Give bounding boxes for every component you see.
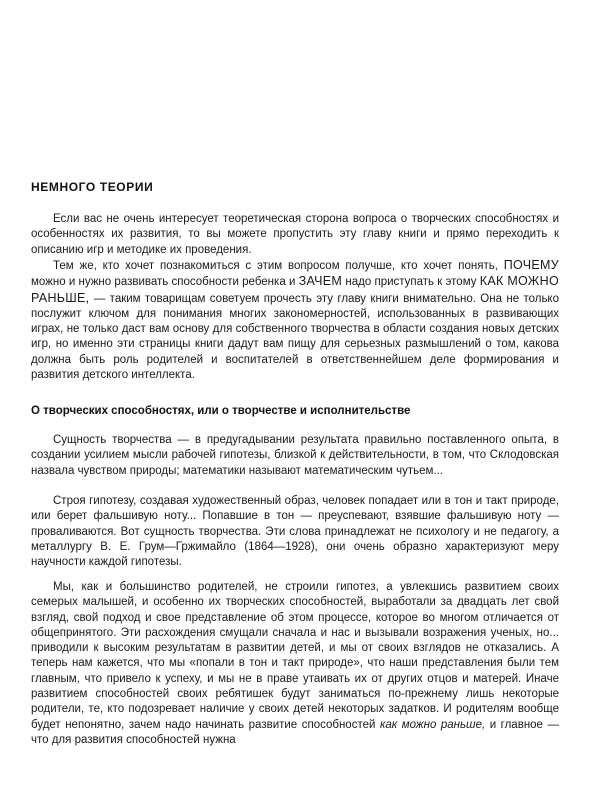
intro-paragraph-text: Если вас не очень интересует теоретическая сторона вопроса о творческих способностях и особенностях их развития, то вы можете пропустить эту главу книги и прямо переходить к описанию игр и методике их проведения. [31, 213, 559, 256]
reader-guidance-paragraph [31, 258, 559, 383]
paragraph-text: и главное — что для развития способностей нужна [31, 718, 559, 746]
subsection-heading: О творческих способностях, или о творчестве и исполнительстве [31, 405, 411, 417]
emphasis-why: ПОЧЕМУ [503, 258, 559, 272]
paragraph-text: можно и нужно развивать способности ребенка и [31, 276, 296, 289]
section-heading: НЕМНОГО ТЕОРИИ [31, 180, 154, 194]
emphasis-what-for: ЗАЧЕМ [298, 274, 343, 289]
paragraph-text: Тем же, кто хочет познакомиться с этим вопросом получше, кто хочет понять, [53, 260, 498, 272]
paragraph-text: Сущность творчества — в предугадывании результата правильно поставленного опыта, в создании усилием мысли рабочей гипотезы, близкой к действительности, в том, что Склодовская назвала чувством природы; математики называют математическим чутьем... [31, 434, 559, 477]
emphasis-as-early: КАК МОЖНО РАНЬШЕ, [31, 274, 560, 305]
paragraph-text: надо приступать к этому [345, 276, 477, 289]
creativity-essence-paragraph [31, 433, 559, 479]
emphasis-italic: как можно раньше, [379, 718, 486, 731]
paragraph-text: Мы, как и большинство родителей, не строили гипотез, а увлекшись развитием своих семерых малышей, и особенно их творческих способностей, выработали за двадцать лет свой взгляд, свой подход и свое представление об этом процессе, которое во многом отличается от общепринятого. Эти расхождения смущали сначала и нас и вызывали возражения ученых, но... приводили к высоким результатам в развитии детей, и мы от своих взглядов не отказались. А теперь нам кажется, что мы «попали в тон и такт природе», что наши представления были тем главным, что привело к успеху, и мы не в праве утаивать их от других отцов и матерей. Иначе развитием способностей своих ребятишек будут заниматься по-прежнему лишь некоторые родители, те, кто подозревает наличие у своих детей некоторых задатков. И родителям вообще будет непонятно, зачем надо начинать развитие способностей [31, 581, 559, 731]
hypothesis-paragraph [31, 494, 559, 570]
parents-paragraph [31, 580, 559, 748]
paragraph-text: — таким товарищам советуем прочесть эту главу книги внимательно. Она не только послужит ключом для понимания многих закономерностей, использованных в развивающих играх, не только даст вам основу для собственного творчества в области создания новых детских игр, но именно эти страницы книги дадут вам пищу для серьезных размышлений о том, какова должна быть роль родителей и воспитателей в ответственнейшем деле формирования и развития детского интеллекта. [31, 292, 559, 382]
intro-paragraph [31, 212, 559, 258]
paragraph-text: Строя гипотезу, создавая художественный образ, человек попадает или в тон и такт природе, или берет фальшивую ноту... Попавшие в тон — преуспевают, взявшие фальшивую ноту — проваливаются. Вот сущность творчества. Эти слова принадлежат не психологу и не педагогу, а металлургу В. Е. Грум—Гржимайло (1864—1928), они очень образно характеризуют меру научности каждой гипотезы. [31, 495, 559, 569]
